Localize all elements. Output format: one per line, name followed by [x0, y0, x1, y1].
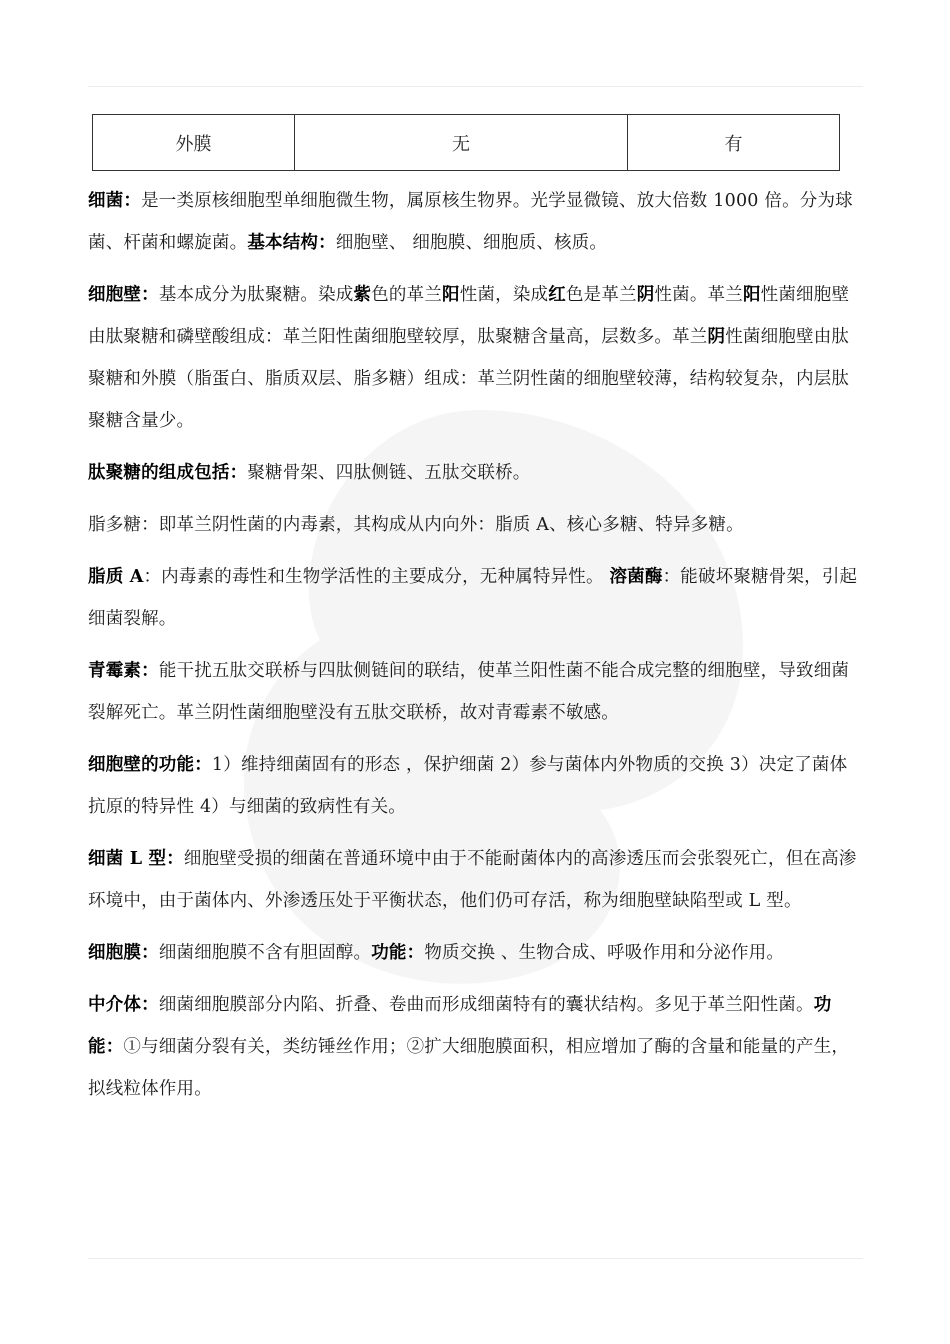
- paragraph-text: 是一类原核细胞型单细胞微生物，属原核生物界。光学显微镜、放大倍数 1000 倍。分为球菌、杆菌和螺旋菌。: [88, 191, 853, 253]
- paragraph: [88, 650, 863, 734]
- bold-term: 阴: [636, 285, 655, 305]
- table-cell-gram-negative: 有: [724, 133, 743, 155]
- paragraph-text: 色的革兰: [371, 285, 443, 305]
- paragraph: [88, 556, 863, 640]
- paragraph-text: 细胞壁受损的细菌在普通环境中由于不能耐菌体内的高渗透压而会张裂死亡，但在高渗环境中，由于菌体内、外渗透压处于平衡状态，他们仍可存活，称为细胞壁缺陷型或 L 型。: [88, 849, 857, 911]
- paragraph-text: 脂多糖：即革兰阴性菌的内毒素，其构成从内向外：脂质 A、核心多糖、特异多糖。: [88, 515, 744, 535]
- paragraph: [88, 274, 863, 442]
- bold-term: 细菌：: [88, 191, 142, 211]
- paragraph: [88, 932, 863, 974]
- bold-term: 细胞壁：: [88, 285, 159, 305]
- paragraph-text: 性菌细胞壁由肽聚糖和磷壁酸组成：革兰阳性菌细胞壁较厚，肽聚糖含量高，层数多。革兰: [88, 285, 850, 347]
- paragraph-text: 色是革兰: [565, 285, 637, 305]
- bold-term: 细胞膜：: [88, 943, 159, 963]
- bold-term: 细菌 L 型：: [88, 849, 184, 869]
- paragraph-text: ：内毒素的毒性和生物学活性的主要成分，无种属特异性。: [143, 567, 610, 587]
- bold-term: 阳: [442, 285, 460, 305]
- paragraph: [88, 180, 863, 264]
- paragraph-text: 性菌细胞壁由肽聚糖和外膜（脂蛋白、脂质双层、脂多糖）组成：革兰阴性菌的细胞壁较薄，结构较复杂，内层肽聚糖含量少。: [88, 327, 850, 431]
- paragraph-text: 细菌细胞膜不含有胆固醇。: [158, 943, 372, 963]
- paragraph: [88, 744, 863, 828]
- paragraph: [88, 838, 863, 922]
- paragraph-text: 性菌，染成: [459, 285, 549, 305]
- bold-term: 细胞壁的功能：: [88, 755, 212, 775]
- comparison-table-row: [92, 114, 840, 171]
- paragraph: [88, 452, 863, 494]
- paragraph-text: 聚糖骨架、四肽侧链、五肽交联桥。: [247, 463, 531, 483]
- paragraph-text: 细菌细胞膜部分内陷、折叠、卷曲而形成细菌特有的囊状结构。多见于革兰阳性菌。: [158, 995, 814, 1015]
- paragraph-text: 基本成分为肽聚糖。染成: [158, 285, 354, 305]
- paragraph: [88, 504, 863, 546]
- bold-term: 基本结构：: [247, 233, 336, 253]
- header-rule: [88, 86, 863, 87]
- bold-term: 中介体：: [88, 995, 159, 1015]
- bold-term: 溶菌酶: [609, 567, 663, 587]
- bold-term: 红: [548, 285, 566, 305]
- bold-term: 紫: [353, 285, 372, 305]
- paragraph-text: ：能破坏聚糖骨架，引起细菌裂解。: [88, 567, 858, 629]
- document-body: [88, 180, 863, 1120]
- bold-term: 阳: [742, 285, 761, 305]
- table-cell-label: 外膜: [93, 115, 295, 170]
- bold-term: 阴: [707, 327, 726, 347]
- footer-rule: [88, 1258, 863, 1259]
- paragraph-text: 能干扰五肽交联桥与四肽侧链间的联结，使革兰阳性菌不能合成完整的细胞壁，导致细菌裂解死亡。革兰阴性菌细胞壁没有五肽交联桥，故对青霉素不敏感。: [88, 661, 850, 723]
- paragraph-text: ①与细菌分裂有关，类纺锤丝作用；②扩大细胞膜面积，相应增加了酶的含量和能量的产生，拟线粒体作用。: [88, 1037, 850, 1099]
- paragraph-text: 性菌。革兰: [654, 285, 743, 305]
- table-cell-gram-positive: 无: [295, 115, 628, 170]
- paragraph-text: 细胞壁、 细胞膜、细胞质、核质。: [335, 233, 608, 253]
- bold-term: 功能：: [88, 995, 832, 1057]
- bold-term: 功能：: [371, 943, 425, 963]
- paragraph-text: 1）维持细菌固有的形态 ，保护细菌 2）参与菌体内外物质的交换 3）决定了菌体抗原的特异性 4）与细菌的致病性有关。: [88, 755, 848, 817]
- paragraph-text: 物质交换 、生物合成、呼吸作用和分泌作用。: [424, 943, 785, 963]
- bold-term: 肽聚糖的组成包括：: [88, 463, 248, 483]
- paragraph: [88, 984, 863, 1110]
- bold-term: 脂质 A: [88, 567, 144, 587]
- bold-term: 青霉素：: [88, 661, 159, 681]
